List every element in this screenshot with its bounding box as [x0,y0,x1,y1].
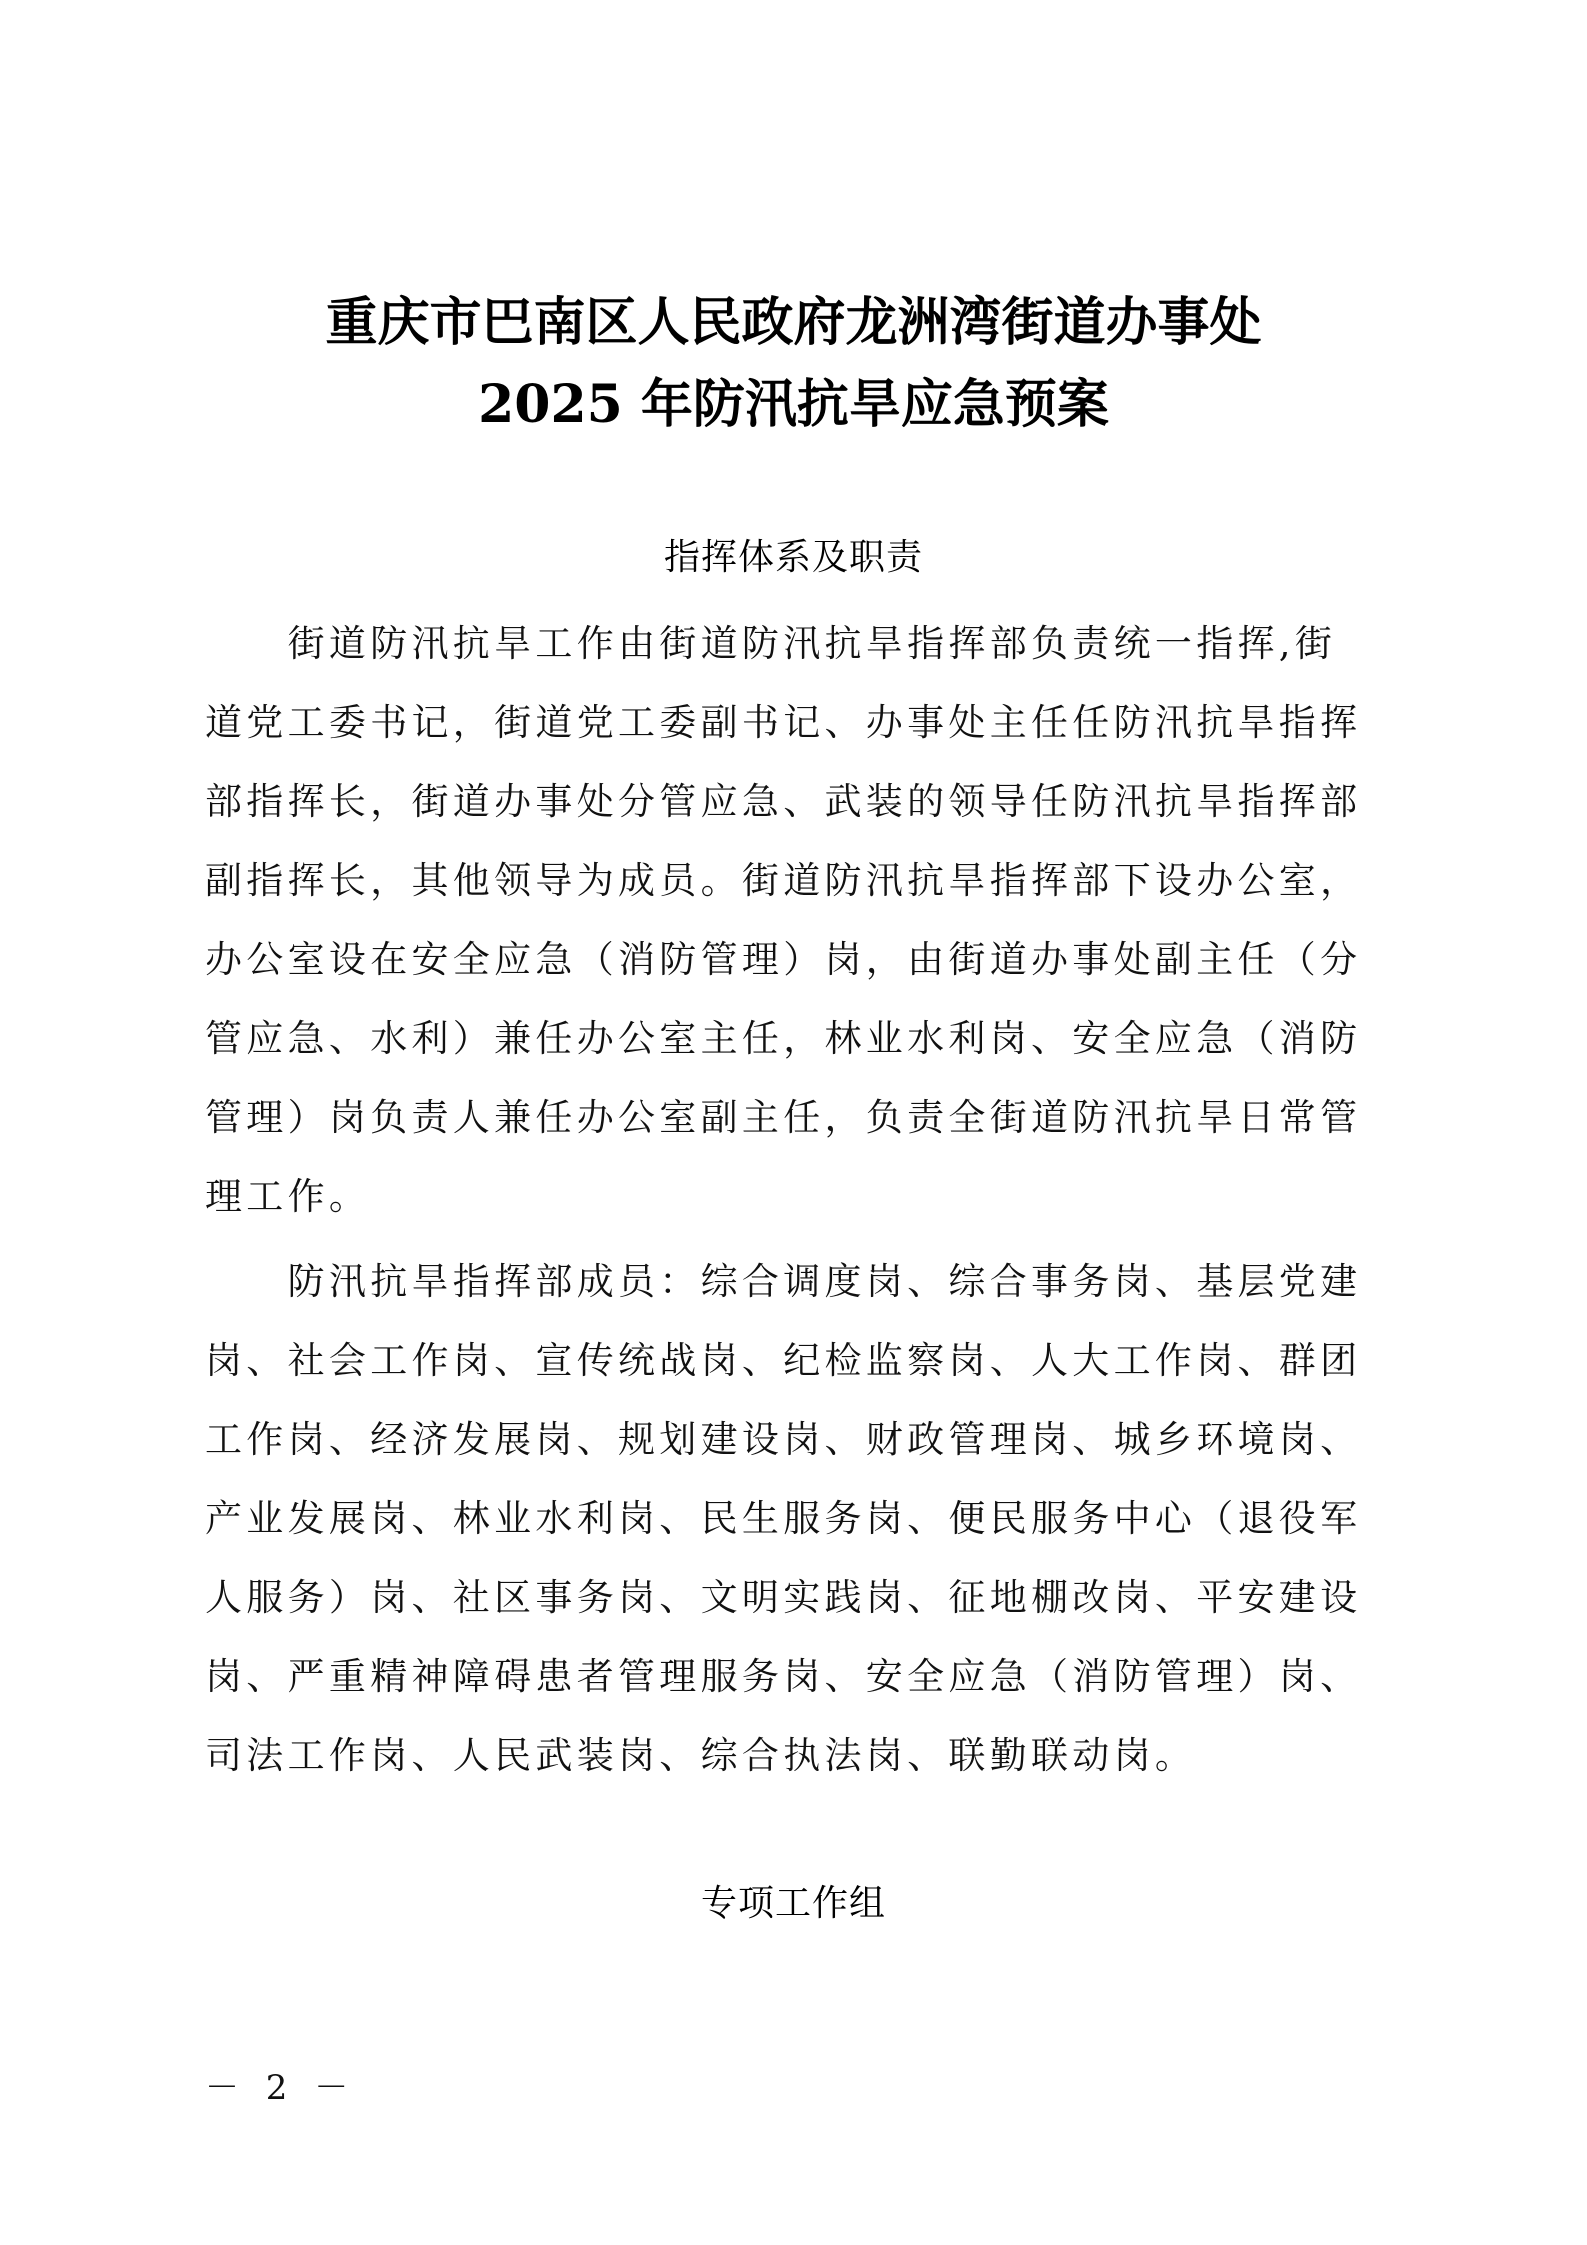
paragraph-line: 街道防汛抗旱工作由街道防汛抗旱指挥部负责统一指挥,街 [205,622,1337,665]
paragraph-command-members [205,1242,1385,1795]
paragraph-line: 理工作。 [205,1175,371,1218]
paragraph-command-structure [205,604,1385,1236]
paragraph-line: 人服务）岗、社区事务岗、文明实践岗、征地棚改岗、平安建设 [205,1576,1362,1619]
document-title-line-1: 重庆市巴南区人民政府龙洲湾街道办事处 [325,292,1262,353]
paragraph-line: 岗、严重精神障碍患者管理服务岗、安全应急（消防管理）岗、 [205,1655,1362,1698]
paragraph-line: 司法工作岗、人民武装岗、综合执法岗、联勤联动岗。 [205,1734,1197,1777]
paragraph-line: 工作岗、经济发展岗、规划建设岗、财政管理岗、城乡环境岗、 [205,1418,1362,1461]
page-number: － 2 － [205,2068,357,2108]
section-heading-special-working-groups: 专项工作组 [700,1883,886,1924]
paragraph-line: 道党工委书记，街道党工委副书记、办事处主任任防汛抗旱指挥 [205,701,1362,744]
paragraph-line: 副指挥长，其他领导为成员。街道防汛抗旱指挥部下设办公室， [205,859,1362,902]
paragraph-line: 部指挥长，街道办事处分管应急、武装的领导任防汛抗旱指挥部 [205,780,1362,823]
paragraph-line: 产业发展岗、林业水利岗、民生服务岗、便民服务中心（退役军 [205,1497,1362,1540]
paragraph-line: 办公室设在安全应急（消防管理）岗，由街道办事处副主任（分 [205,938,1362,981]
section-heading-command-system: 指挥体系及职责 [663,537,923,578]
paragraph-line: 岗、社会工作岗、宣传统战岗、纪检监察岗、人大工作岗、群团 [205,1339,1362,1382]
paragraph-line: 管应急、水利）兼任办公室主任，林业水利岗、安全应急（消防 [205,1017,1362,1060]
paragraph-line: 防汛抗旱指挥部成员：综合调度岗、综合事务岗、基层党建 [205,1260,1362,1303]
document-title [0,282,1587,446]
paragraph-line: 管理）岗负责人兼任办公室副主任，负责全街道防汛抗旱日常管 [205,1096,1362,1139]
document-title-line-2: 2025 年防汛抗旱应急预案 [478,374,1109,435]
